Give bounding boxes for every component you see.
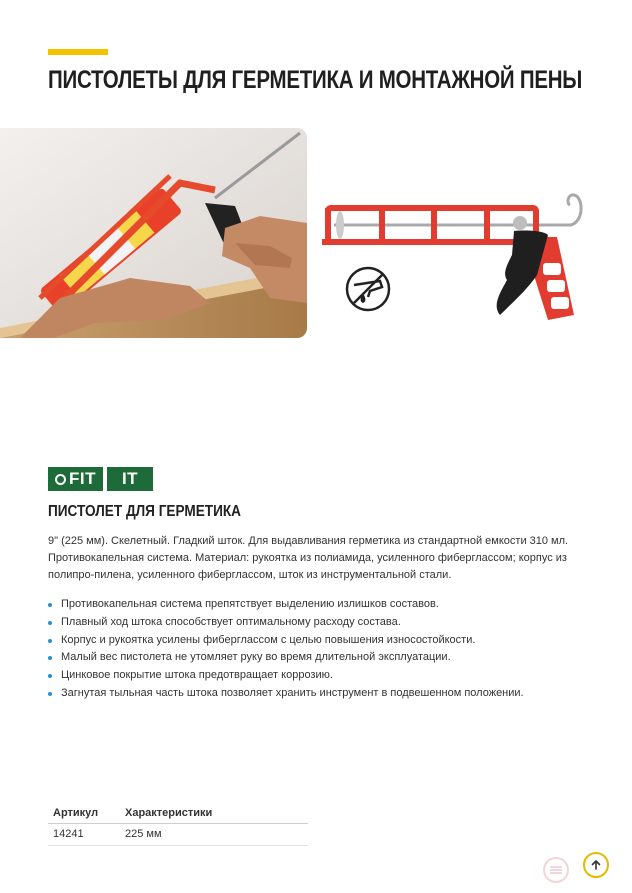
bullet-icon bbox=[48, 692, 52, 696]
brand-logo-it bbox=[107, 467, 153, 491]
feature-list bbox=[48, 596, 608, 703]
feature-item: Малый вес пистолета не утомляет руку во время длительной эксплуатации. bbox=[48, 649, 608, 667]
brand-part2: IT bbox=[121, 469, 139, 488]
anti-drip-icon bbox=[344, 265, 392, 313]
product-title: ПИСТОЛЕТ ДЛЯ ГЕРМЕТИКА bbox=[48, 503, 242, 520]
table-row bbox=[48, 824, 308, 846]
bullet-icon bbox=[48, 621, 52, 625]
spec-header-characteristics: Характеристики bbox=[120, 804, 308, 824]
feature-item: Загнутая тыльная часть штока позволяет хранить инструмент в подвешенном положении. bbox=[48, 685, 608, 703]
product-image bbox=[322, 175, 584, 325]
arrow-up-icon bbox=[590, 859, 602, 871]
spec-header-row bbox=[48, 804, 308, 824]
brand-logo bbox=[48, 467, 153, 491]
bullet-icon bbox=[48, 603, 52, 607]
brand-logo-fit bbox=[48, 467, 103, 491]
feature-item: Противокапельная система препятствует выделению излишков составов. bbox=[48, 596, 608, 614]
spec-header-article: Артикул bbox=[48, 804, 120, 824]
brand-part1: FIT bbox=[69, 469, 96, 488]
usage-photo bbox=[0, 128, 307, 338]
title-accent-bar bbox=[48, 49, 108, 55]
feature-item: Плавный ход штока способствует оптимальному расходу состава. bbox=[48, 614, 608, 632]
feature-item: Цинковое покрытие штока предотвращает коррозию. bbox=[48, 667, 608, 685]
brand-circle-icon bbox=[55, 474, 66, 485]
bullet-icon bbox=[48, 639, 52, 643]
feature-item: Корпус и рукоятка усилены фиберглассом с целью повышения износостойкости. bbox=[48, 632, 608, 650]
bullet-icon bbox=[48, 674, 52, 678]
spec-cell-characteristics: 225 мм bbox=[120, 824, 308, 846]
page-title: ПИСТОЛЕТЫ ДЛЯ ГЕРМЕТИКА И МОНТАЖНОЙ ПЕНЫ bbox=[48, 66, 583, 94]
product-description: 9" (225 мм). Скелетный. Гладкий шток. Для выдавливания герметика из стандартной емкости 310 мл. Противокапельная система. Материал: рукоятка из полиамида, усиленного фиберглассом; корпус из полипро-пилена, усиленного фиберглассом, шток из инструментальной стали. bbox=[48, 535, 569, 581]
bullet-icon bbox=[48, 656, 52, 660]
watermark-logo bbox=[542, 856, 570, 884]
scroll-up-button[interactable] bbox=[583, 852, 609, 878]
spec-cell-article: 14241 bbox=[48, 824, 120, 846]
spec-table bbox=[48, 804, 308, 846]
